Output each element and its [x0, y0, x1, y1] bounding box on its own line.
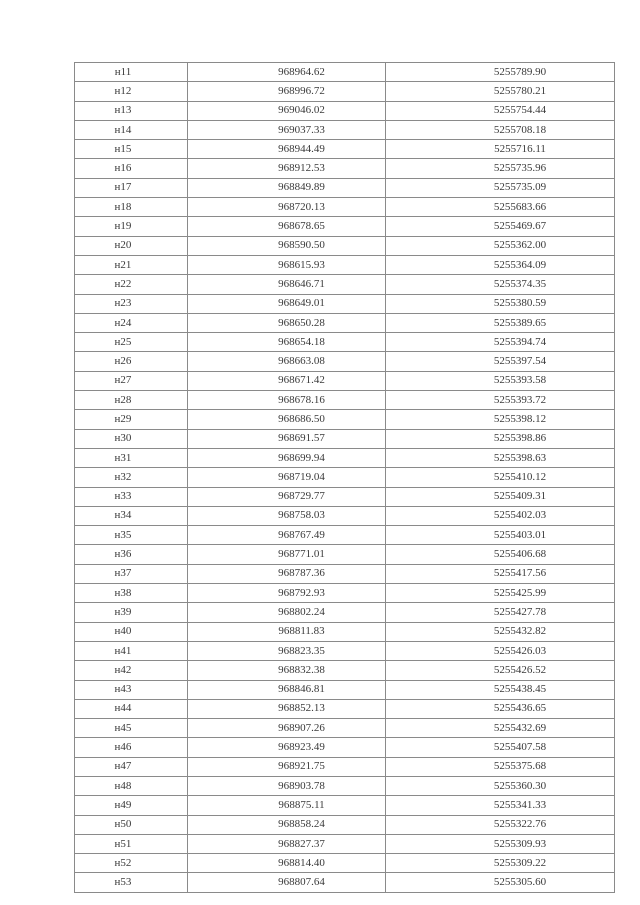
y-coordinate-cell: 5255427.78 — [386, 603, 615, 622]
x-coordinate-cell: 968729.77 — [188, 487, 386, 506]
point-id-cell: н45 — [75, 719, 188, 738]
point-id-cell: н39 — [75, 603, 188, 622]
point-id-cell: н33 — [75, 487, 188, 506]
table-row — [75, 294, 615, 313]
y-coordinate-cell: 5255426.52 — [386, 661, 615, 680]
y-coordinate-cell: 5255402.03 — [386, 506, 615, 525]
x-coordinate-cell: 968811.83 — [188, 622, 386, 641]
x-coordinate-cell: 968663.08 — [188, 352, 386, 371]
table-row — [75, 140, 615, 159]
point-id-cell: н50 — [75, 815, 188, 834]
table-row — [75, 641, 615, 660]
table-row — [75, 680, 615, 699]
table-row — [75, 120, 615, 139]
table-row — [75, 545, 615, 564]
x-coordinate-cell: 968720.13 — [188, 198, 386, 217]
table-row — [75, 159, 615, 178]
point-id-cell: н34 — [75, 506, 188, 525]
x-coordinate-cell: 968767.49 — [188, 526, 386, 545]
table-row — [75, 564, 615, 583]
x-coordinate-cell: 968832.38 — [188, 661, 386, 680]
y-coordinate-cell: 5255438.45 — [386, 680, 615, 699]
x-coordinate-cell: 968858.24 — [188, 815, 386, 834]
point-id-cell: н30 — [75, 429, 188, 448]
table-row — [75, 699, 615, 718]
table-row — [75, 371, 615, 390]
x-coordinate-cell: 968615.93 — [188, 255, 386, 274]
point-id-cell: н31 — [75, 448, 188, 467]
y-coordinate-cell: 5255362.00 — [386, 236, 615, 255]
table-row — [75, 101, 615, 120]
y-coordinate-cell: 5255305.60 — [386, 873, 615, 892]
table-row — [75, 584, 615, 603]
point-id-cell: н12 — [75, 82, 188, 101]
x-coordinate-cell: 968650.28 — [188, 313, 386, 332]
point-id-cell: н18 — [75, 198, 188, 217]
table-row — [75, 333, 615, 352]
x-coordinate-cell: 968944.49 — [188, 140, 386, 159]
y-coordinate-cell: 5255409.31 — [386, 487, 615, 506]
y-coordinate-cell: 5255417.56 — [386, 564, 615, 583]
y-coordinate-cell: 5255375.68 — [386, 757, 615, 776]
x-coordinate-cell: 968719.04 — [188, 468, 386, 487]
table-row — [75, 757, 615, 776]
table-row — [75, 82, 615, 101]
table-row — [75, 391, 615, 410]
y-coordinate-cell: 5255393.72 — [386, 391, 615, 410]
table-row — [75, 815, 615, 834]
y-coordinate-cell: 5255432.69 — [386, 719, 615, 738]
y-coordinate-cell: 5255735.96 — [386, 159, 615, 178]
point-id-cell: н11 — [75, 63, 188, 82]
y-coordinate-cell: 5255380.59 — [386, 294, 615, 313]
x-coordinate-cell: 968814.40 — [188, 854, 386, 873]
y-coordinate-cell: 5255322.76 — [386, 815, 615, 834]
table-row — [75, 873, 615, 892]
x-coordinate-cell: 968678.65 — [188, 217, 386, 236]
point-id-cell: н26 — [75, 352, 188, 371]
point-id-cell: н21 — [75, 255, 188, 274]
coordinates-table — [74, 62, 615, 893]
x-coordinate-cell: 968964.62 — [188, 63, 386, 82]
point-id-cell: н51 — [75, 834, 188, 853]
point-id-cell: н24 — [75, 313, 188, 332]
y-coordinate-cell: 5255403.01 — [386, 526, 615, 545]
y-coordinate-cell: 5255364.09 — [386, 255, 615, 274]
point-id-cell: н32 — [75, 468, 188, 487]
x-coordinate-cell: 968649.01 — [188, 294, 386, 313]
x-coordinate-cell: 968823.35 — [188, 641, 386, 660]
point-id-cell: н37 — [75, 564, 188, 583]
point-id-cell: н29 — [75, 410, 188, 429]
point-id-cell: н14 — [75, 120, 188, 139]
point-id-cell: н17 — [75, 178, 188, 197]
x-coordinate-cell: 968758.03 — [188, 506, 386, 525]
y-coordinate-cell: 5255389.65 — [386, 313, 615, 332]
x-coordinate-cell: 968852.13 — [188, 699, 386, 718]
table-row — [75, 178, 615, 197]
table-row — [75, 448, 615, 467]
table-row — [75, 352, 615, 371]
point-id-cell: н44 — [75, 699, 188, 718]
y-coordinate-cell: 5255735.09 — [386, 178, 615, 197]
x-coordinate-cell: 968875.11 — [188, 796, 386, 815]
table-row — [75, 854, 615, 873]
y-coordinate-cell: 5255789.90 — [386, 63, 615, 82]
point-id-cell: н23 — [75, 294, 188, 313]
point-id-cell: н43 — [75, 680, 188, 699]
y-coordinate-cell: 5255406.68 — [386, 545, 615, 564]
point-id-cell: н46 — [75, 738, 188, 757]
table-row — [75, 526, 615, 545]
point-id-cell: н28 — [75, 391, 188, 410]
point-id-cell: н42 — [75, 661, 188, 680]
y-coordinate-cell: 5255394.74 — [386, 333, 615, 352]
point-id-cell: н22 — [75, 275, 188, 294]
table-row — [75, 63, 615, 82]
point-id-cell: н36 — [75, 545, 188, 564]
y-coordinate-cell: 5255426.03 — [386, 641, 615, 660]
point-id-cell: н48 — [75, 776, 188, 795]
y-coordinate-cell: 5255309.93 — [386, 834, 615, 853]
coordinates-table-body — [75, 63, 615, 893]
x-coordinate-cell: 968923.49 — [188, 738, 386, 757]
x-coordinate-cell: 968699.94 — [188, 448, 386, 467]
point-id-cell: н53 — [75, 873, 188, 892]
table-row — [75, 719, 615, 738]
x-coordinate-cell: 968590.50 — [188, 236, 386, 255]
y-coordinate-cell: 5255432.82 — [386, 622, 615, 641]
table-row — [75, 429, 615, 448]
point-id-cell: н25 — [75, 333, 188, 352]
table-row — [75, 834, 615, 853]
table-row — [75, 275, 615, 294]
x-coordinate-cell: 968921.75 — [188, 757, 386, 776]
y-coordinate-cell: 5255398.63 — [386, 448, 615, 467]
table-row — [75, 506, 615, 525]
x-coordinate-cell: 968827.37 — [188, 834, 386, 853]
x-coordinate-cell: 968802.24 — [188, 603, 386, 622]
point-id-cell: н16 — [75, 159, 188, 178]
point-id-cell: н52 — [75, 854, 188, 873]
table-row — [75, 255, 615, 274]
table-row — [75, 236, 615, 255]
table-row — [75, 487, 615, 506]
y-coordinate-cell: 5255469.67 — [386, 217, 615, 236]
y-coordinate-cell: 5255754.44 — [386, 101, 615, 120]
point-id-cell: н15 — [75, 140, 188, 159]
x-coordinate-cell: 968787.36 — [188, 564, 386, 583]
table-row — [75, 738, 615, 757]
y-coordinate-cell: 5255393.58 — [386, 371, 615, 390]
table-row — [75, 410, 615, 429]
x-coordinate-cell: 968771.01 — [188, 545, 386, 564]
table-row — [75, 796, 615, 815]
point-id-cell: н38 — [75, 584, 188, 603]
x-coordinate-cell: 968646.71 — [188, 275, 386, 294]
point-id-cell: н41 — [75, 641, 188, 660]
table-row — [75, 198, 615, 217]
x-coordinate-cell: 968691.57 — [188, 429, 386, 448]
x-coordinate-cell: 968912.53 — [188, 159, 386, 178]
point-id-cell: н47 — [75, 757, 188, 776]
x-coordinate-cell: 969046.02 — [188, 101, 386, 120]
point-id-cell: н20 — [75, 236, 188, 255]
y-coordinate-cell: 5255397.54 — [386, 352, 615, 371]
x-coordinate-cell: 968686.50 — [188, 410, 386, 429]
point-id-cell: н35 — [75, 526, 188, 545]
y-coordinate-cell: 5255398.86 — [386, 429, 615, 448]
y-coordinate-cell: 5255407.58 — [386, 738, 615, 757]
y-coordinate-cell: 5255780.21 — [386, 82, 615, 101]
point-id-cell: н40 — [75, 622, 188, 641]
table-row — [75, 217, 615, 236]
y-coordinate-cell: 5255374.35 — [386, 275, 615, 294]
x-coordinate-cell: 968996.72 — [188, 82, 386, 101]
y-coordinate-cell: 5255410.12 — [386, 468, 615, 487]
y-coordinate-cell: 5255341.33 — [386, 796, 615, 815]
x-coordinate-cell: 968671.42 — [188, 371, 386, 390]
point-id-cell: н13 — [75, 101, 188, 120]
y-coordinate-cell: 5255360.30 — [386, 776, 615, 795]
table-row — [75, 622, 615, 641]
y-coordinate-cell: 5255716.11 — [386, 140, 615, 159]
y-coordinate-cell: 5255436.65 — [386, 699, 615, 718]
point-id-cell: н19 — [75, 217, 188, 236]
x-coordinate-cell: 969037.33 — [188, 120, 386, 139]
table-row — [75, 603, 615, 622]
table-row — [75, 661, 615, 680]
x-coordinate-cell: 968654.18 — [188, 333, 386, 352]
x-coordinate-cell: 968846.81 — [188, 680, 386, 699]
x-coordinate-cell: 968903.78 — [188, 776, 386, 795]
y-coordinate-cell: 5255708.18 — [386, 120, 615, 139]
y-coordinate-cell: 5255309.22 — [386, 854, 615, 873]
table-row — [75, 468, 615, 487]
point-id-cell: н27 — [75, 371, 188, 390]
point-id-cell: н49 — [75, 796, 188, 815]
x-coordinate-cell: 968678.16 — [188, 391, 386, 410]
y-coordinate-cell: 5255425.99 — [386, 584, 615, 603]
x-coordinate-cell: 968907.26 — [188, 719, 386, 738]
table-row — [75, 776, 615, 795]
y-coordinate-cell: 5255683.66 — [386, 198, 615, 217]
x-coordinate-cell: 968849.89 — [188, 178, 386, 197]
table-row — [75, 313, 615, 332]
y-coordinate-cell: 5255398.12 — [386, 410, 615, 429]
x-coordinate-cell: 968807.64 — [188, 873, 386, 892]
x-coordinate-cell: 968792.93 — [188, 584, 386, 603]
